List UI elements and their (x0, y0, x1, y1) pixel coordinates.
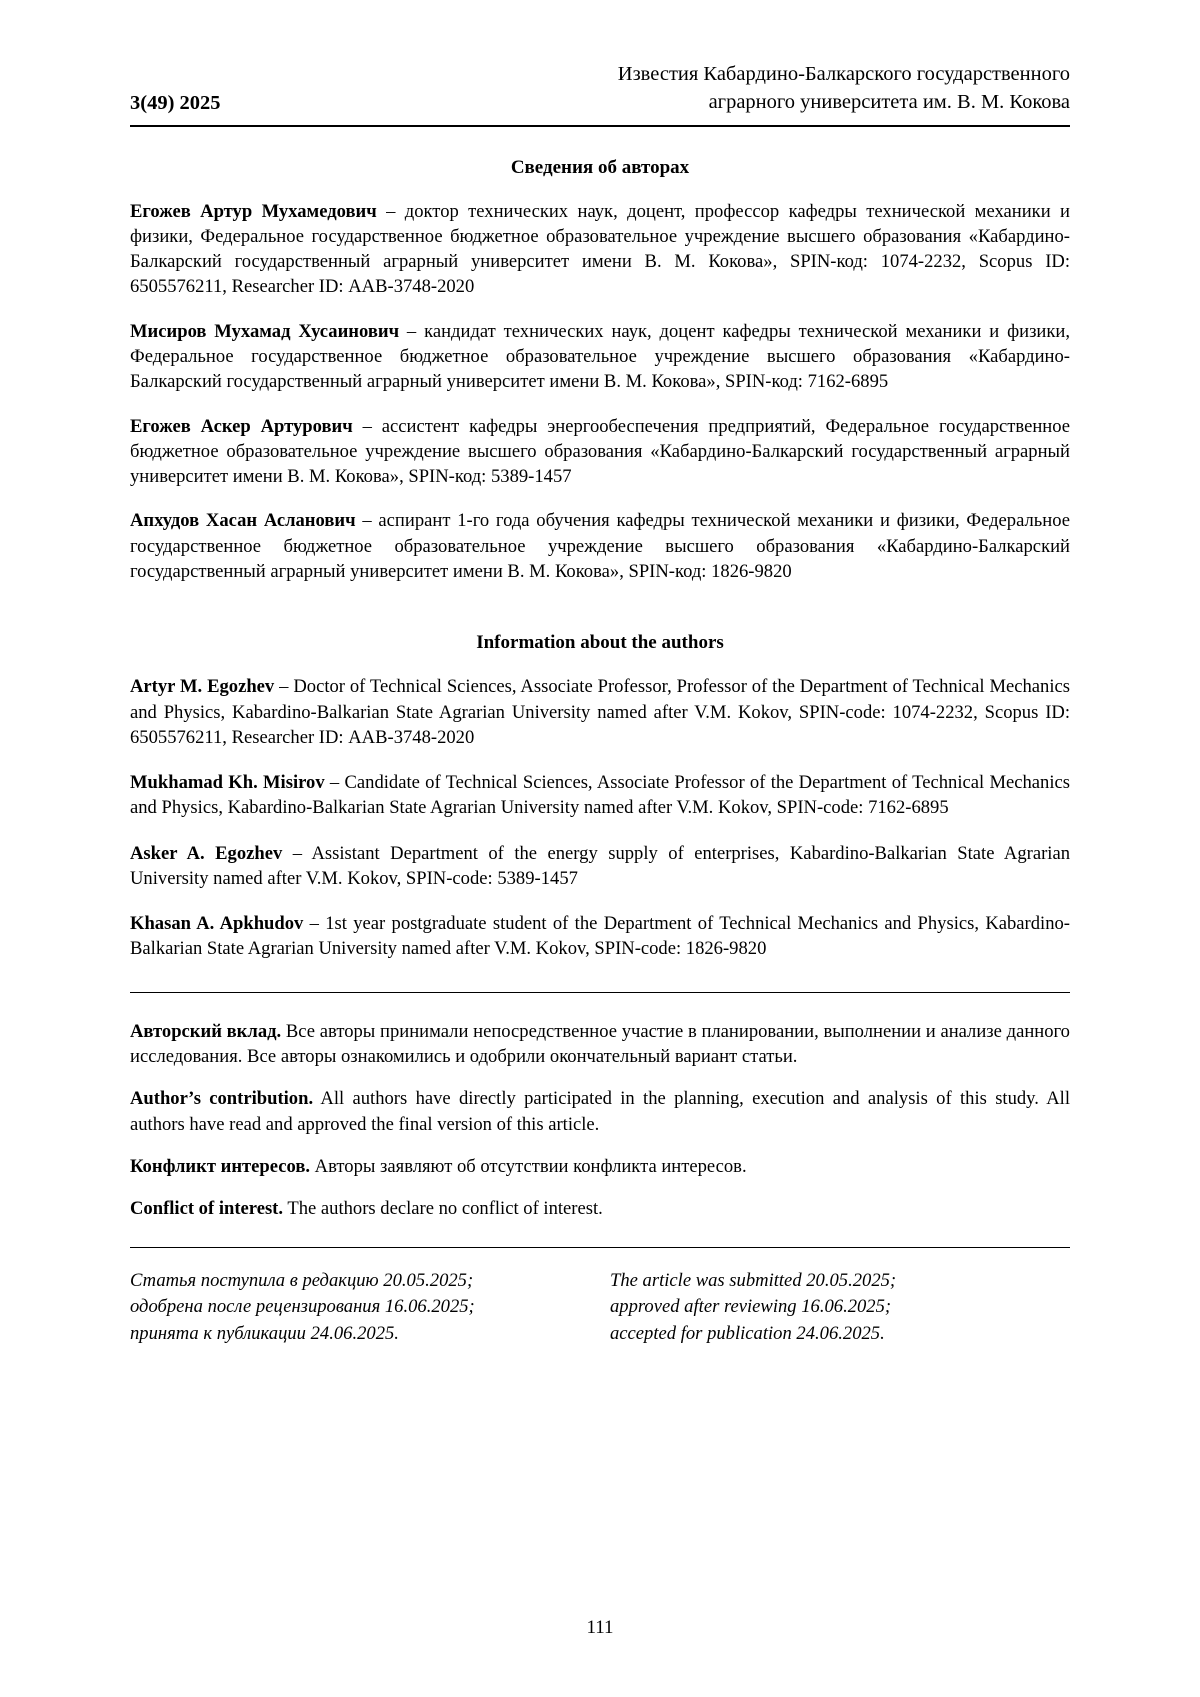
section-title-authors-ru: Сведения об авторах (510, 156, 690, 178)
date-line: accepted for publication 24.06.2025. (610, 1322, 885, 1344)
journal-title-line1: Известия Кабардино-Балкарского государственного (617, 63, 1070, 85)
submission-dates-ru (130, 1268, 590, 1346)
author-entry-ru-1 (130, 199, 1070, 300)
date-line: approved after reviewing 16.06.2025; (610, 1296, 892, 1318)
author-entry-ru-4 (130, 508, 1070, 584)
author-name: Mukhamad Kh. Misirov (130, 772, 325, 794)
author-details: – ассистент кафедры энергообеспечения предприятий, Федеральное государственное бюджетное образовательное учреждение высшего образования «Кабардино-Балкарский государственный аграрный университет имени В. М. Кокова», SPIN-код: 5389-1457 (130, 415, 1070, 488)
contribution-text: Все авторы принимали непосредственное участие в планировании, выполнении и анализе данного исследования. Все авторы ознакомились и одобрили окончательный вариант статьи. (130, 1020, 1070, 1068)
author-details: – 1st year postgraduate student of the Department of Technical Mechanics and Physics, Kabardino-Balkarian State Agrarian University named after V.M. Kokov, SPIN-code: 1826-9820 (130, 913, 1070, 960)
header-rule (130, 125, 1070, 127)
conflict-label: Конфликт интересов. (130, 1155, 311, 1177)
contribution-text: All authors have directly participated in the planning, execution and analysis of this study. All authors have read and approved the final version of this article. (130, 1088, 1070, 1135)
section-divider-2 (130, 1247, 1070, 1248)
author-entry-en-3 (130, 841, 1070, 892)
page-header (130, 60, 1070, 123)
submission-dates (130, 1268, 1070, 1346)
section-divider-1 (130, 992, 1070, 993)
author-entry-ru-3 (130, 414, 1070, 490)
author-name: Мисиров Мухамад Хусаинович (130, 320, 400, 342)
author-name: Апхудов Хасан Асланович (130, 510, 356, 532)
author-name: Егожев Артур Мухамедович (130, 200, 377, 222)
author-name: Егожев Аскер Артурович (130, 415, 353, 437)
author-details: – Assistant Department of the energy supply of enterprises, Kabardino-Balkarian State Agrarian University named after V.M. Kokov, SPIN-code: 5389-1457 (130, 842, 1070, 889)
contribution-label: Author’s contribution. (130, 1088, 314, 1110)
contribution-ru (130, 1019, 1070, 1070)
conflict-text: Авторы заявляют об отсутствии конфликта интересов. (310, 1155, 747, 1177)
author-name: Asker A. Egozhev (130, 842, 283, 864)
issue-number: 3(49) 2025 (130, 91, 221, 114)
author-details: – Doctor of Technical Sciences, Associate Professor, Professor of the Department of Technical Mechanics and Physics, Kabardino-Balkarian State Agrarian University named after V.M. Kokov, SPIN-code: 1074-2232, Scopus ID: 6505576211, Researcher ID: ААВ-3748-2020 (130, 676, 1070, 748)
date-line: Статья поступила в редакцию 20.05.2025; (130, 1270, 474, 1292)
conflict-of-interest-ru (130, 1154, 1070, 1179)
author-entry-en-2 (130, 770, 1070, 821)
conflict-text: The authors declare no conflict of interest. (283, 1198, 603, 1220)
section-title-authors-en: Information about the authors (476, 632, 724, 654)
author-entry-en-1 (130, 674, 1070, 750)
author-details: – Candidate of Technical Sciences, Associate Professor of the Department of Technical Mechanics and Physics, Kabardino-Balkarian State Agrarian University named after V.M. Kokov, SPIN-code: 7162-6895 (130, 772, 1070, 819)
date-line: принята к публикации 24.06.2025. (130, 1322, 399, 1344)
conflict-of-interest-en (130, 1196, 1070, 1221)
author-name: Artyr M. Egozhev (130, 676, 275, 698)
date-line: одобрена после рецензирования 16.06.2025; (130, 1296, 475, 1318)
journal-title (221, 60, 1070, 117)
submission-dates-en (590, 1268, 1070, 1346)
author-details: – доктор технических наук, доцент, профессор кафедры технической механики и физики, Федеральное государственное бюджетное образовательное учреждение высшего образования «Кабардино-Балкарский государственный аграрный университет имени В. М. Кокова», SPIN-код: 1074-2232, Scopus ID: 6505576211, Researcher ID: ААВ-3748-2020 (130, 200, 1070, 298)
author-name: Khasan A. Apkhudov (130, 913, 304, 935)
author-details: – аспирант 1-го года обучения кафедры технической механики и физики, Федеральное государственное бюджетное образовательное учреждение высшего образования «Кабардино-Балкарский государственный аграрный университет имени В. М. Кокова», SPIN-код: 1826-9820 (130, 510, 1070, 582)
date-line: The article was submitted 20.05.2025; (610, 1270, 897, 1292)
conflict-label: Conflict of interest. (130, 1198, 284, 1220)
contribution-en (130, 1086, 1070, 1137)
author-details: – кандидат технических наук, доцент кафедры технической механики и физики, Федеральное государственное бюджетное образовательное учреждение высшего образования «Кабардино-Балкарский государственный аграрный университет имени В. М. Кокова», SPIN-код: 7162-6895 (130, 320, 1070, 393)
page-number: 111 (586, 1617, 614, 1638)
author-entry-ru-2 (130, 319, 1070, 395)
journal-title-line2: аграрного университета им. В. М. Кокова (708, 91, 1070, 114)
contribution-label: Авторский вклад. (130, 1020, 282, 1042)
author-entry-en-4 (130, 911, 1070, 962)
